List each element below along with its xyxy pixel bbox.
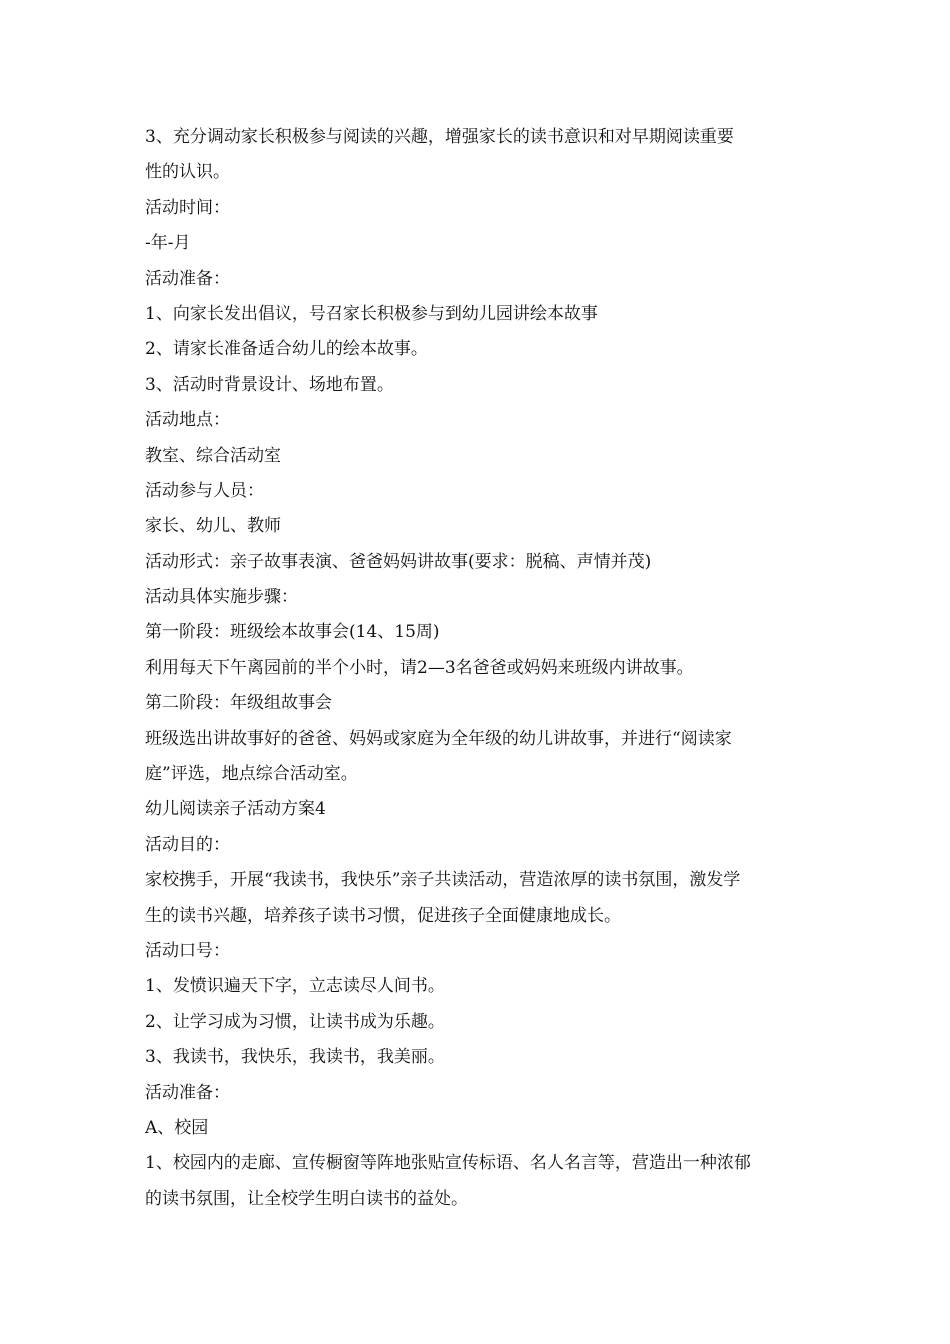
paragraph-line: 3、充分调动家长积极参与阅读的兴趣，增强家长的读书意识和对早期阅读重要 [145, 127, 734, 147]
list-item: 3、我读书，我快乐，我读书，我美丽。 [145, 1047, 445, 1068]
paragraph-line: 教室、综合活动室 [145, 445, 281, 466]
section-heading: 活动准备： [145, 1082, 230, 1103]
paragraph-line: 家长、幼儿、教师 [145, 516, 281, 537]
section-heading: 活动目的： [145, 834, 230, 855]
paragraph-line: 第一阶段：班级绘本故事会(14、15周) [145, 622, 440, 643]
document-body [145, 120, 810, 1217]
list-item: 3、活动时背景设计、场地布置。 [145, 374, 394, 395]
section-heading: 活动口号： [145, 940, 230, 961]
paragraph-line: 庭”评选，地点综合活动室。 [145, 764, 358, 785]
list-item: 2、让学习成为习惯，让读书成为乐趣。 [145, 1011, 445, 1032]
paragraph-line: 家校携手，开展“我读书，我快乐”亲子共读活动，营造浓厚的读书氛围，激发学 [145, 870, 741, 891]
section-heading: 活动具体实施步骤： [145, 587, 298, 608]
section-heading: 活动准备： [145, 268, 230, 289]
paragraph-line: -年-月 [145, 233, 191, 254]
list-item: 1、向家长发出倡议，号召家长积极参与到幼儿园讲绘本故事 [145, 303, 598, 324]
list-item: 1、发愤识遍天下字，立志读尽人间书。 [145, 976, 445, 997]
section-heading: 活动参与人员： [145, 480, 264, 501]
paragraph-line: 班级选出讲故事好的爸爸、妈妈或家庭为全年级的幼儿讲故事，并进行“阅读家 [145, 728, 732, 749]
paragraph-line: 的读书氛围，让全校学生明白读书的益处。 [145, 1188, 468, 1209]
subsection-heading: A、校园 [145, 1117, 209, 1138]
document-title: 幼儿阅读亲子活动方案4 [145, 799, 326, 820]
paragraph-line: 生的读书兴趣，培养孩子读书习惯，促进孩子全面健康地成长。 [145, 905, 621, 926]
paragraph-line: 性的认识。 [145, 162, 230, 183]
paragraph-line: 第二阶段：年级组故事会 [145, 693, 332, 714]
paragraph-line: 利用每天下午离园前的半个小时，请2—3名爸爸或妈妈来班级内讲故事。 [145, 657, 694, 678]
section-heading: 活动时间： [145, 197, 230, 218]
section-heading: 活动地点： [145, 410, 230, 431]
list-item: 1、校园内的走廊、宣传橱窗等阵地张贴宣传标语、名人名言等，营造出一种浓郁 [145, 1153, 751, 1174]
list-item: 2、请家长准备适合幼儿的绘本故事。 [145, 339, 428, 360]
paragraph-line: 活动形式：亲子故事表演、爸爸妈妈讲故事(要求：脱稿、声情并茂) [145, 551, 652, 572]
